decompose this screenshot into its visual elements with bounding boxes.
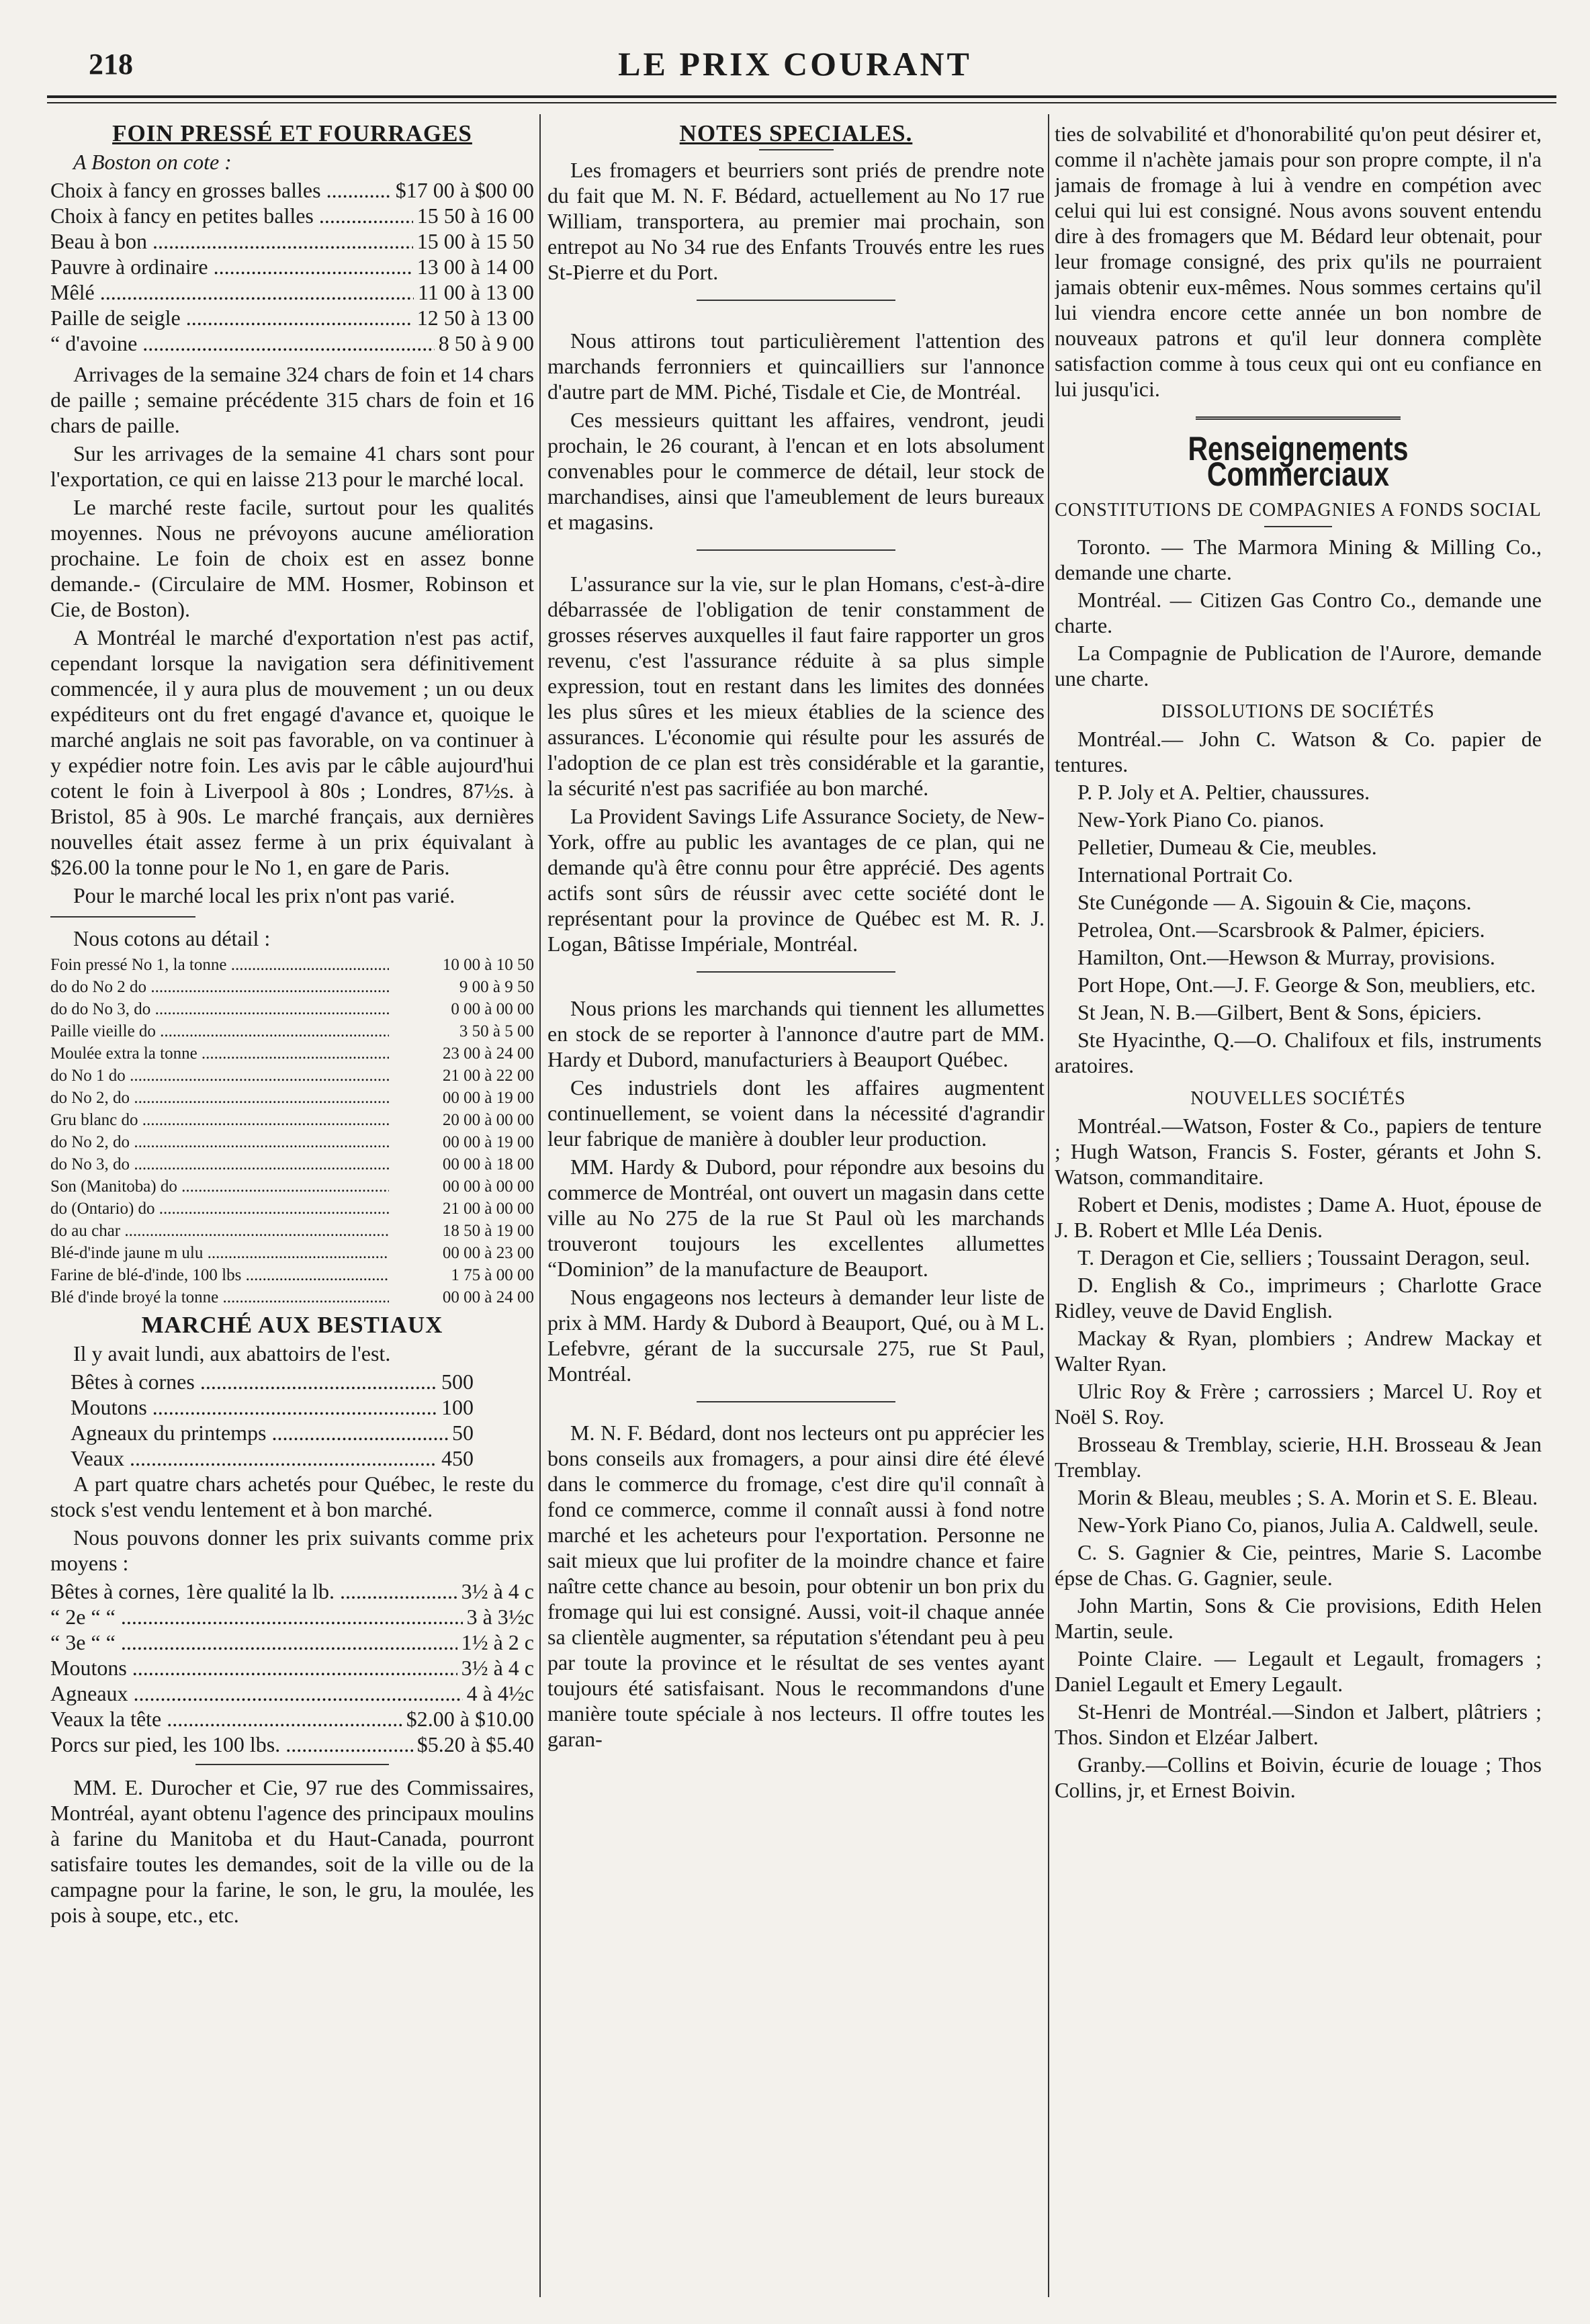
price-value: $5.20 à $5.40 (416, 1732, 534, 1756)
price-label: do do No 3, do ..... (50, 998, 389, 1020)
price-label: do No 3, do ..... (50, 1153, 389, 1175)
price-label: “ 3e “ “ ..... (50, 1629, 457, 1655)
column-special-notes (547, 121, 1045, 2290)
price-row (50, 998, 534, 1020)
note-paragraph: Nous attirons tout particulièrement l'attention des marchands ferronniers et quincailliers sur l'annonce d'autre part de MM. Piché, Tisdale et Cie, de Montréal. (547, 328, 1045, 404)
price-value: 00 00 à 18 00 (442, 1155, 534, 1173)
price-value: 0 00 à 00 00 (451, 1000, 534, 1018)
divider (697, 300, 895, 301)
price-label: Son (Manitoba) do ..... (50, 1175, 389, 1198)
company-entry: Petrolea, Ont.—Scarsbrook & Palmer, épiciers. (1077, 918, 1485, 942)
price-value: 9 00 à 9 50 (459, 978, 534, 996)
price-value: 23 00 à 24 00 (442, 1044, 534, 1063)
price-row (50, 1242, 534, 1264)
note-paragraph: MM. Hardy & Dubord, pour répondre aux besoins du commerce de Montréal, ont ouvert un magasin dans cette ville au No 275 de la rue St Paul où les marchands trouveront toujours les excellentes allumettes “Dominion” de la manufacture de Beauport. (547, 1155, 1045, 1281)
company-entry: P. P. Joly et A. Peltier, chaussures. (1077, 780, 1370, 804)
price-value: 00 00 à 19 00 (442, 1089, 534, 1107)
price-row (50, 1220, 534, 1242)
page-header (47, 35, 1543, 91)
price-value: 1½ à 2 c (461, 1630, 534, 1654)
company-entry: Brosseau & Tremblay, scierie, H.H. Brosseau & Jean Tremblay. (1055, 1432, 1542, 1482)
price-label: Agneaux du printemps ..... (71, 1420, 448, 1445)
price-value: 3½ à 4 c (461, 1579, 534, 1603)
price-value: 21 00 à 00 00 (442, 1200, 534, 1218)
company-entry: T. Deragon et Cie, selliers ; Toussaint Deragon, seul. (1077, 1245, 1530, 1269)
price-value: 500 (441, 1370, 474, 1394)
price-row (50, 1131, 534, 1153)
price-value: 00 00 à 00 00 (442, 1177, 534, 1196)
divider (697, 1401, 895, 1402)
company-entry: Morin & Bleau, meubles ; S. A. Morin et S. E. Bleau. (1077, 1485, 1538, 1509)
price-row (50, 1020, 534, 1042)
note-paragraph: Nous engageons nos lecteurs à demander leur liste de prix à MM. Hardy & Dubord à Beauport, Qué, ou à M L. Lefebvre, gérant de la succursale 275, rue St Paul, Montréal. (547, 1285, 1045, 1386)
price-label: “ d'avoine ..... (50, 330, 435, 356)
price-row (50, 1629, 534, 1655)
section-title-notes: NOTES SPECIALES. (679, 121, 913, 146)
price-row (50, 1681, 534, 1706)
company-entry: Ste Hyacinthe, Q.—O. Chalifoux et fils, instruments aratoires. (1055, 1028, 1542, 1077)
hay-paragraph: Pour le marché local les prix n'ont pas varié. (73, 883, 455, 907)
price-value: 11 00 à 13 00 (417, 280, 534, 304)
company-entry: Granby.—Collins et Boivin, écurie de louage ; Thos Collins, jr, et Ernest Boivin. (1055, 1752, 1542, 1802)
price-row (50, 1042, 534, 1065)
price-row (71, 1394, 474, 1420)
price-label: Foin pressé No 1, la tonne ..... (50, 954, 389, 976)
price-label: do do No 2 do ..... (50, 976, 389, 998)
company-entry: St Jean, N. B.—Gilbert, Bent & Sons, épiciers. (1077, 1000, 1482, 1024)
price-value: 00 00 à 23 00 (442, 1244, 534, 1262)
price-row (50, 976, 534, 998)
divider (50, 916, 195, 918)
note-paragraph: Ces messieurs quittant les affaires, vendront, jeudi prochain, le 26 courant, à l'encan et en lots absolument convenables pour le commerce de détail, leur stock de marchandises, ainsi que l'ameublement de leurs bureaux et magasins. (547, 408, 1045, 534)
note-paragraph: Ces industriels dont les affaires augmentent continuellement, se voient dans la nécessité d'agrandir leur fabrique de manière à doubler leur production. (547, 1075, 1045, 1151)
price-value: 100 (441, 1395, 474, 1419)
price-label: Pauvre à ordinaire ..... (50, 254, 413, 279)
company-entry: New-York Piano Co, pianos, Julia A. Caldwell, seule. (1077, 1513, 1539, 1537)
continued-paragraph: ties de solvabilité et d'honorabilité qu'on peut désirer et, comme il n'achète jamais pour son propre compte, il n'a jamais de fromage à lui à vendre en compétion avec celui qui lui est consigné. Nous avons souvent entendu dire à des fromagers que M. Bédard leur obtenait, pour leur fromage consigné, des prix qu'ils ne pourraient jamais obtenir eux-mêmes. Nous sommes certains qu'il lui viendra encore cette année un bon nombre de nouveaux patrons et qu'il leur donnera complète satisfaction comme à tous ceux qui ont eu confiance en lui jusqu'ici. (1055, 122, 1542, 401)
hay-paragraph: Le marché reste facile, surtout pour les qualités moyennes. Nous ne prévoyons aucune amélioration prochaine. Le foin de choix est en assez bonne demande.- (Circulaire de MM. Hosmer, Robinson et Cie, de Boston). (50, 495, 534, 621)
price-label: Moutons ..... (50, 1655, 457, 1681)
price-row (50, 305, 534, 330)
price-row (50, 1065, 534, 1087)
price-row (50, 177, 534, 203)
price-label: Veaux ..... (71, 1445, 437, 1471)
price-row (71, 1420, 474, 1445)
price-value: 18 50 à 19 00 (442, 1222, 534, 1240)
price-label: do au char ..... (50, 1220, 389, 1242)
price-label: Moulée extra la tonne ..... (50, 1042, 389, 1065)
price-value: 3½ à 4 c (461, 1656, 534, 1680)
price-label: Bêtes à cornes, 1ère qualité la lb. ..... (50, 1578, 457, 1604)
price-row (50, 228, 534, 254)
retail-intro: Nous cotons au détail : (73, 926, 271, 950)
column-divider-2 (1048, 114, 1049, 2297)
price-row (50, 1578, 534, 1604)
company-entry: Toronto. — The Marmora Mining & Milling Co., demande une charte. (1055, 535, 1542, 584)
company-entry: Robert et Denis, modistes ; Dame A. Huot, épouse de J. B. Robert et Mlle Léa Denis. (1055, 1192, 1542, 1242)
price-row (50, 1286, 534, 1308)
price-row (50, 330, 534, 356)
price-label: Beau à bon ..... (50, 228, 413, 254)
company-entry: Port Hope, Ont.—J. F. George & Son, meubliers, etc. (1077, 973, 1536, 997)
price-value: 00 00 à 24 00 (442, 1288, 534, 1306)
price-row (50, 1655, 534, 1681)
note-paragraph: M. N. F. Bédard, dont nos lecteurs ont pu apprécier les bons conseils aux fromagers, a pour ainsi dire été élevé dans le commerce du fromage, c'est dire qu'il connaît à fond ce commerce, comme il connaît aussi à fond notre marché et les acheteurs pour l'exportation. Personne ne sait mieux que lui profiter de la moindre chance et faire naître cette chance au besoin, pour obtenir un bon prix du fromage qui lui est consigné. Aussi, voit-il chaque année sa clientèle augmenter, sa réputation s'étendant peu à peu par toute la province et le résultat de ses ventes ayant toujours été satisfaisant. Nous le recommandons d'une manière toute spéciale à nos lecteurs. Il offre toutes les garan- (547, 1421, 1045, 1751)
price-row (50, 203, 534, 228)
price-label: Paille vieille do ..... (50, 1020, 389, 1042)
section-title-commercial: Renseignements Commerciaux (1188, 430, 1409, 493)
price-row (50, 1264, 534, 1286)
subsection-constitutions: CONSTITUTIONS DE COMPAGNIES A FONDS SOCIAL (1055, 500, 1542, 521)
price-label: Agneaux ..... (50, 1681, 463, 1706)
hay-paragraph: Arrivages de la semaine 324 chars de foin et 14 chars de paille ; semaine précédente 315 chars de foin et 16 chars de paille. (50, 362, 534, 437)
price-row (50, 1109, 534, 1131)
note-paragraph: Nous prions les marchands qui tiennent les allumettes en stock de se reporter à l'annonce d'autre part de MM. Hardy et Dubord, manufacturiers à Beauport Québec. (547, 996, 1045, 1071)
company-entry: Montréal. — Citizen Gas Contro Co., demande une charte. (1055, 588, 1542, 637)
price-value: 4 à 4½c (466, 1681, 534, 1705)
note-paragraph: Les fromagers et beurriers sont priés de prendre note du fait que M. N. F. Bédard, actuellement au No 17 rue William, transportera, au premier mai prochain, son entrepot au No 34 rue des Enfants Trouvés entre les rues St-Pierre et du Port. (547, 158, 1045, 284)
company-entry: Ulric Roy & Frère ; carrossiers ; Marcel U. Roy et Noël S. Roy. (1055, 1379, 1542, 1429)
company-entry: Pointe Claire. — Legault et Legault, fromagers ; Daniel Legault et Emery Legault. (1055, 1646, 1542, 1696)
price-value: 13 00 à 14 00 (416, 255, 534, 279)
price-row (50, 954, 534, 976)
header-rule-thin (47, 102, 1556, 103)
market-paragraph: Nous pouvons donner les prix suivants comme prix moyens : (50, 1525, 534, 1575)
divider (1264, 526, 1333, 527)
divider (697, 549, 895, 551)
price-label: do (Ontario) do ..... (50, 1198, 389, 1220)
double-divider (1196, 416, 1401, 420)
boston-intro: A Boston on cote : (73, 150, 232, 174)
price-label: Paille de seigle ..... (50, 305, 413, 330)
page-number: 218 (89, 48, 133, 81)
livestock-count-list (50, 1369, 534, 1471)
price-value: 3 à 3½c (466, 1605, 534, 1629)
price-value: 15 00 à 15 50 (416, 229, 534, 253)
price-label: Choix à fancy en grosses balles ..... (50, 177, 392, 203)
company-entry: Mackay & Ryan, plombiers ; Andrew Mackay et Walter Ryan. (1055, 1326, 1542, 1376)
running-title: LE PRIX COURANT (618, 45, 972, 83)
price-row (50, 279, 534, 305)
price-label: Mêlé ..... (50, 279, 414, 305)
price-value: $2.00 à $10.00 (406, 1707, 534, 1731)
price-label: do No 2, do ..... (50, 1131, 389, 1153)
price-value: 15 50 à 16 00 (416, 204, 534, 228)
price-value: 3 50 à 5 00 (459, 1022, 534, 1040)
company-entry: Montréal.—Watson, Foster & Co., papiers de tenture ; Hugh Watson, Francis S. Foster, gérants et John S. Watson, commanditaire. (1055, 1114, 1542, 1189)
hay-paragraph: Sur les arrivages de la semaine 41 chars sont pour l'exportation, ce qui en laisse 213 pour le marché local. (50, 441, 534, 491)
price-value: 12 50 à 13 00 (416, 306, 534, 330)
price-label: do No 1 do ..... (50, 1065, 389, 1087)
company-entry: Ste Cunégonde — A. Sigouin & Cie, maçons. (1077, 890, 1472, 914)
company-entry: St-Henri de Montréal.—Sindon et Jalbert, plâtriers ; Thos. Sindon et Elzéar Jalbert. (1055, 1699, 1542, 1749)
price-label: do No 2, do ..... (50, 1087, 389, 1109)
price-label: Gru blanc do ..... (50, 1109, 389, 1131)
column-hay-market (50, 121, 534, 2290)
price-row (50, 1198, 534, 1220)
divider (195, 1764, 389, 1765)
note-paragraph: L'assurance sur la vie, sur le plan Homans, c'est-à-dire débarrassée de l'obligation de tenir constamment de grosses réserves auxquelles il faut faire rapporter un gros revenu, c'est l'assurance réduite à sa plus simple expression, tout en restant dans les limites des données les plus sûres et les mieux établies de la science des assurances. L'économie qui résulte pour les assurés de l'adoption de ce plan est très considérable et la garantie, la sécurité n'est pas sacrifiée au bon marché. (547, 572, 1045, 800)
price-row (71, 1445, 474, 1471)
retail-price-list (50, 954, 534, 1308)
boston-price-list (50, 177, 534, 356)
price-value: 8 50 à 9 00 (438, 331, 534, 355)
price-row (50, 1087, 534, 1109)
price-row (50, 1175, 534, 1198)
subsection-new-companies: NOUVELLES SOCIÉTÉS (1190, 1088, 1406, 1109)
hay-paragraph: A Montréal le marché d'exportation n'est pas actif, cependant lorsque la navigation sera définitivement commencée, il y aura plus de mouvement ; un ou deux expéditeurs ont du fret engagé d'avance et, quoique le marché anglais ne soit pas favorable, on va continuer à y expédier notre foin. Les avis par le câble aujourd'hui cotent le foin à Liverpool à 80s ; Londres, 87½s. à Bristol, 85 à 90s. Le marché français, aux dernières nouvelles était assez ferme à un prix équivalant à $26.00 la tonne pour le No 1, en gare de Paris. (50, 625, 534, 879)
header-rule (47, 95, 1556, 98)
dissolutions-list (1055, 726, 1542, 1078)
column-commercial-info (1055, 121, 1542, 2290)
new-companies-list (1055, 1113, 1542, 1803)
price-value: 10 00 à 10 50 (442, 956, 534, 974)
price-value: 1 75 à 00 00 (451, 1266, 534, 1284)
price-value: $17 00 à $00 00 (395, 178, 534, 202)
price-value: 50 (452, 1421, 474, 1445)
price-label: Porcs sur pied, les 100 lbs. ..... (50, 1732, 413, 1757)
price-row (50, 1604, 534, 1629)
company-entry: New-York Piano Co. pianos. (1077, 807, 1325, 832)
company-entry: Hamilton, Ont.—Hewson & Murray, provisions. (1077, 945, 1495, 969)
price-label: Farine de blé-d'inde, 100 lbs ..... (50, 1264, 389, 1286)
note-paragraph: La Provident Savings Life Assurance Society, de New-York, offre au public les avantages de ce plan, qui ne demande qu'à être connu pour être apprécié. Des agents actifs sont sûrs de réussir avec cette société dont le représentant pour la province de Québec est M. R. J. Logan, Bâtisse Impériale, Montréal. (547, 804, 1045, 956)
price-value: 00 00 à 19 00 (442, 1133, 534, 1151)
price-label: Moutons ..... (71, 1394, 437, 1420)
divider (697, 971, 895, 973)
price-value: 20 00 à 00 00 (442, 1111, 534, 1129)
durocher-notice: MM. E. Durocher et Cie, 97 rue des Commissaires, Montréal, ayant obtenu l'agence des principaux moulins à farine du Manitoba et du Haut-Canada, pourront satisfaire toutes les demandes, soit de la ville ou de la campagne pour la farine, le son, le gru, la moulée, les pois à soupe, etc., etc. (50, 1775, 534, 1927)
company-entry: Pelletier, Dumeau & Cie, meubles. (1077, 835, 1377, 859)
company-entry: John Martin, Sons & Cie provisions, Edith Helen Martin, seule. (1055, 1593, 1542, 1643)
company-entry: C. S. Gagnier & Cie, peintres, Marie S. Lacombe épse de Chas. G. Gagnier, seule. (1055, 1540, 1542, 1590)
company-entry: International Portrait Co. (1077, 862, 1293, 887)
price-row (50, 1732, 534, 1757)
company-entry: La Compagnie de Publication de l'Aurore, demande une charte. (1055, 641, 1542, 690)
price-row (50, 1153, 534, 1175)
section-title-livestock: MARCHÉ AUX BESTIAUX (141, 1312, 443, 1338)
company-entry: Montréal.— John C. Watson & Co. papier de tentures. (1055, 727, 1542, 776)
market-paragraph: A part quatre chars achetés pour Québec, le reste du stock s'est vendu lentement et à bon marché. (50, 1472, 534, 1521)
column-divider-1 (539, 114, 541, 2297)
price-value: 21 00 à 22 00 (442, 1067, 534, 1085)
market-intro: Il y avait lundi, aux abattoirs de l'est. (73, 1341, 391, 1366)
price-row (50, 1706, 534, 1732)
price-label: “ 2e “ “ ..... (50, 1604, 463, 1629)
section-title-hay: FOIN PRESSÉ ET FOURRAGES (112, 121, 472, 146)
company-entry: D. English & Co., imprimeurs ; Charlotte Grace Ridley, veuve de David English. (1055, 1273, 1542, 1323)
price-label: Choix à fancy en petites balles ..... (50, 203, 413, 228)
constitutions-list (1055, 534, 1542, 691)
price-label: Blé d'inde broyé la tonne ..... (50, 1286, 389, 1308)
price-label: Bêtes à cornes ..... (71, 1369, 437, 1394)
average-price-list (50, 1578, 534, 1757)
price-row (71, 1369, 474, 1394)
price-row (50, 254, 534, 279)
divider (759, 149, 834, 150)
subsection-dissolutions: DISSOLUTIONS DE SOCIÉTÉS (1161, 701, 1435, 722)
price-label: Blé-d'inde jaune m ulu ..... (50, 1242, 389, 1264)
price-value: 450 (441, 1446, 474, 1470)
price-label: Veaux la tête ..... (50, 1706, 402, 1732)
